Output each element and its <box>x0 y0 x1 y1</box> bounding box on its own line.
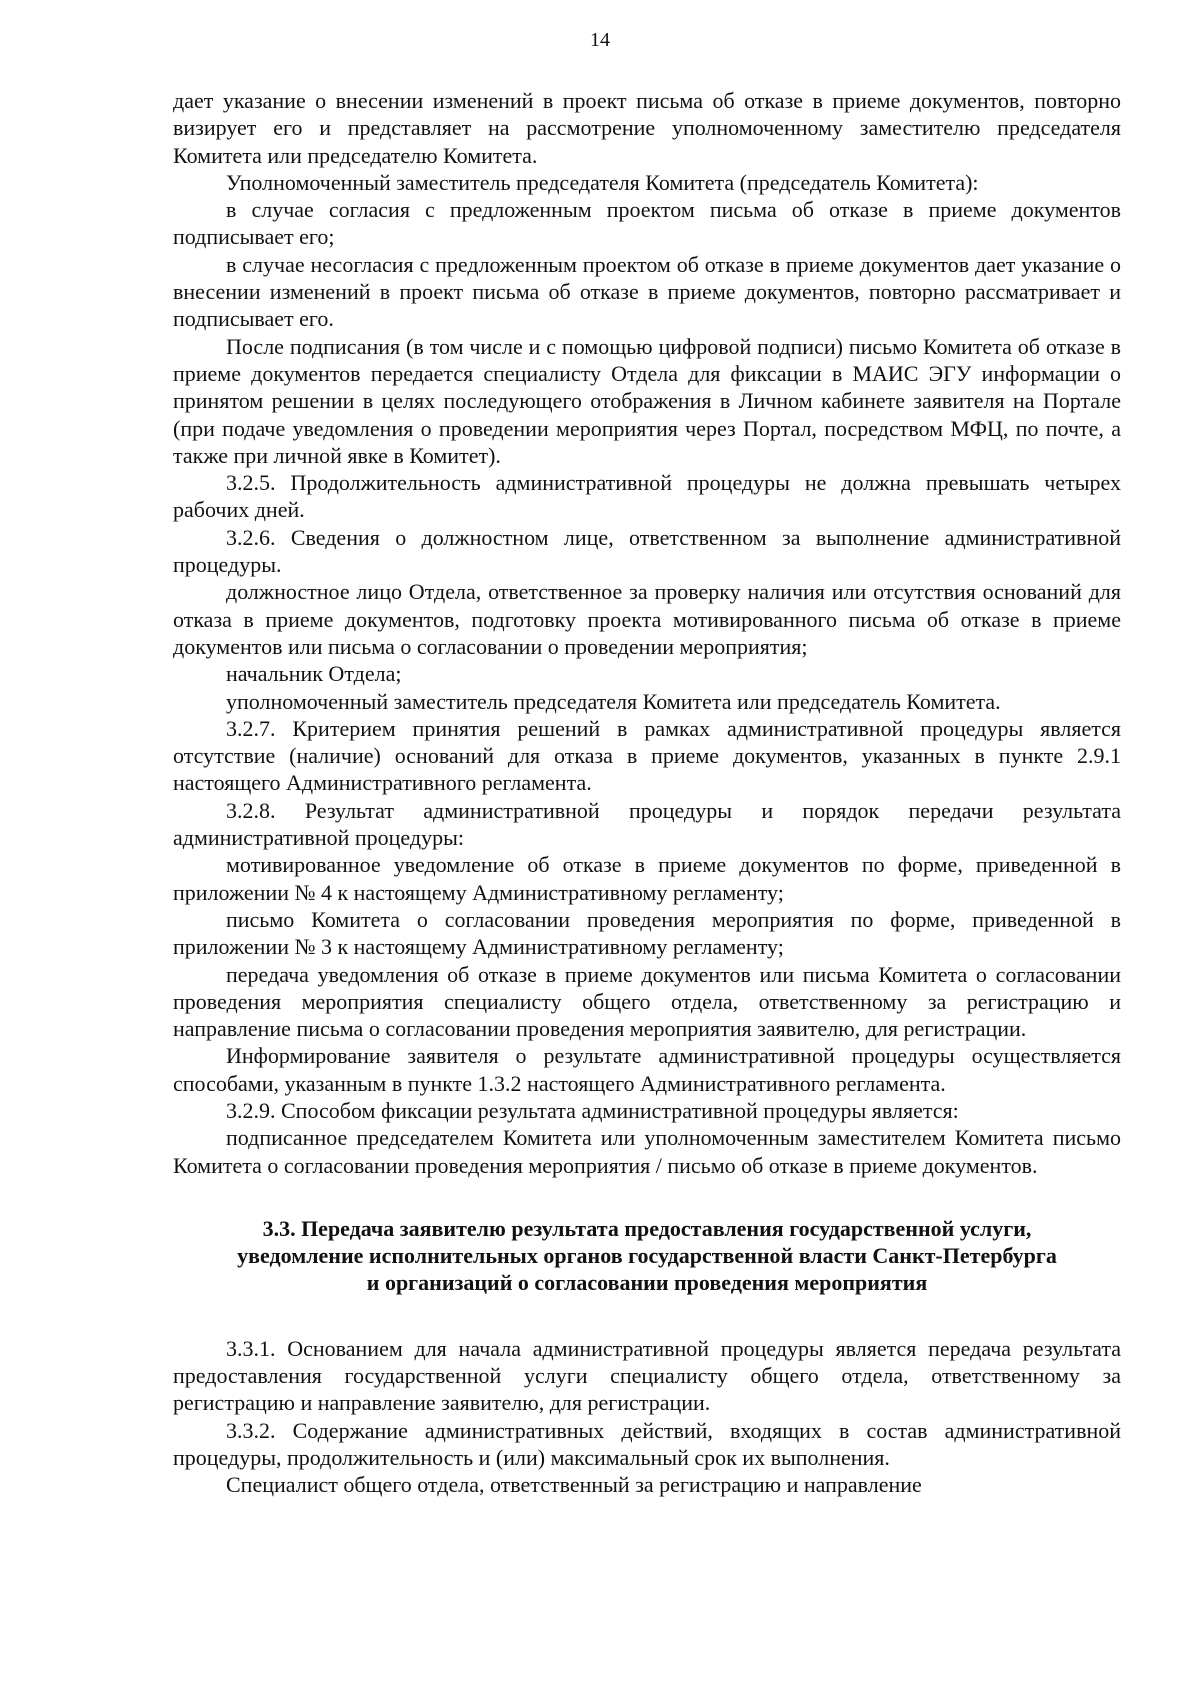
paragraph: 3.2.6. Сведения о должностном лице, ответственном за выполнение административной процедуры. <box>173 524 1121 578</box>
section-3-3-text <box>173 1335 1121 1499</box>
paragraph: Специалист общего отдела, ответственный за регистрацию и направление <box>226 1472 922 1498</box>
paragraph: Информирование заявителя о результате административной процедуры осуществляется способами, указанным в пункте 1.3.2 настоящего Административного регламента. <box>173 1043 1121 1096</box>
paragraph: начальник Отдела; <box>226 661 402 687</box>
paragraph: дает указание о внесении изменений в проект письма об отказе в приеме документов, повторно визирует его и представляет на рассмотрение уполномоченному заместителю председателя Комитета или председателю Комитета. <box>173 88 1121 168</box>
paragraph: должностное лицо Отдела, ответственное за проверку наличия или отсутствия оснований для отказа в приеме документов, подготовку проекта мотивированного письма об отказе в приеме документов или письма о согласовании о проведении мероприятия; <box>173 579 1121 659</box>
paragraph: 3.3.2. Содержание административных действий, входящих в состав административной процедуры, продолжительность и (или) максимальный срок их выполнения. <box>173 1417 1121 1470</box>
paragraph: После подписания (в том числе и с помощью цифровой подписи) письмо Комитета об отказе в приеме документов передается специалисту Отдела для фиксации в МАИС ЭГУ информации о принятом решении в целях последующего отображения в Личном кабинете заявителя на Портале (при подаче уведомления о проведении мероприятия через Портал, посредством МФЦ, по почте, а также при личной явке в Комитет). <box>173 333 1121 468</box>
paragraph: передача уведомления об отказе в приеме документов или письма Комитета о согласовании проведения мероприятия специалисту общего отдела, ответственному за регистрацию и направление письма о согласовании проведения мероприятия заявителю, для регистрации. <box>173 961 1121 1042</box>
paragraph: 3.3.1. Основанием для начала административной процедуры является передача результата предоставления государственной услуги специалисту общего отдела, ответственному за регистрацию и направление заявителю, для регистрации. <box>173 1335 1121 1416</box>
paragraph: Уполномоченный заместитель председателя Комитета (председатель Комитета): <box>226 169 979 195</box>
paragraph: 3.2.7. Критерием принятия решений в рамках административной процедуры является отсутствие (наличие) оснований для отказа в приеме документов, указанных в пункте 2.9.1 настоящего Административного регламента. <box>173 715 1121 796</box>
paragraph: 3.2.5. Продолжительность административной процедуры не должна превышать четырех рабочих дней. <box>173 470 1121 523</box>
page-number: 14 <box>590 29 610 51</box>
document-body <box>173 87 1121 1499</box>
paragraph: письмо Комитета о согласовании проведения мероприятия по форме, приведенной в приложении № 3 к настоящему Административному регламенту; <box>173 906 1121 960</box>
section-heading-3-3 <box>173 1215 1121 1297</box>
heading-line: и организаций о согласовании проведения мероприятия <box>366 1270 928 1296</box>
paragraph: в случае согласия с предложенным проектом письма об отказе в приеме документов подписывает его; <box>173 197 1121 250</box>
section-3-2-text <box>173 87 1121 1179</box>
paragraph: уполномоченный заместитель председателя Комитета или председатель Комитета. <box>226 688 1001 714</box>
paragraph: 3.2.8. Результат административной процедуры и порядок передачи результата административной процедуры: <box>173 797 1121 851</box>
paragraph: подписанное председателем Комитета или уполномоченным заместителем Комитета письмо Комитета о согласовании проведения мероприятия / письмо об отказе в приеме документов. <box>173 1125 1121 1178</box>
paragraph: в случае несогласия с предложенным проектом об отказе в приеме документов дает указание о внесении изменений в проект письма об отказе в приеме документов, повторно рассматривает и подписывает его. <box>173 251 1121 332</box>
paragraph: мотивированное уведомление об отказе в приеме документов по форме, приведенной в приложении № 4 к настоящему Административному регламенту; <box>173 852 1121 905</box>
paragraph: 3.2.9. Способом фиксации результата административной процедуры является: <box>226 1097 959 1123</box>
heading-line: 3.3. Передача заявителю результата предоставления государственной услуги, <box>262 1215 1032 1241</box>
heading-line: уведомление исполнительных органов государственной власти Санкт-Петербурга <box>237 1243 1057 1269</box>
